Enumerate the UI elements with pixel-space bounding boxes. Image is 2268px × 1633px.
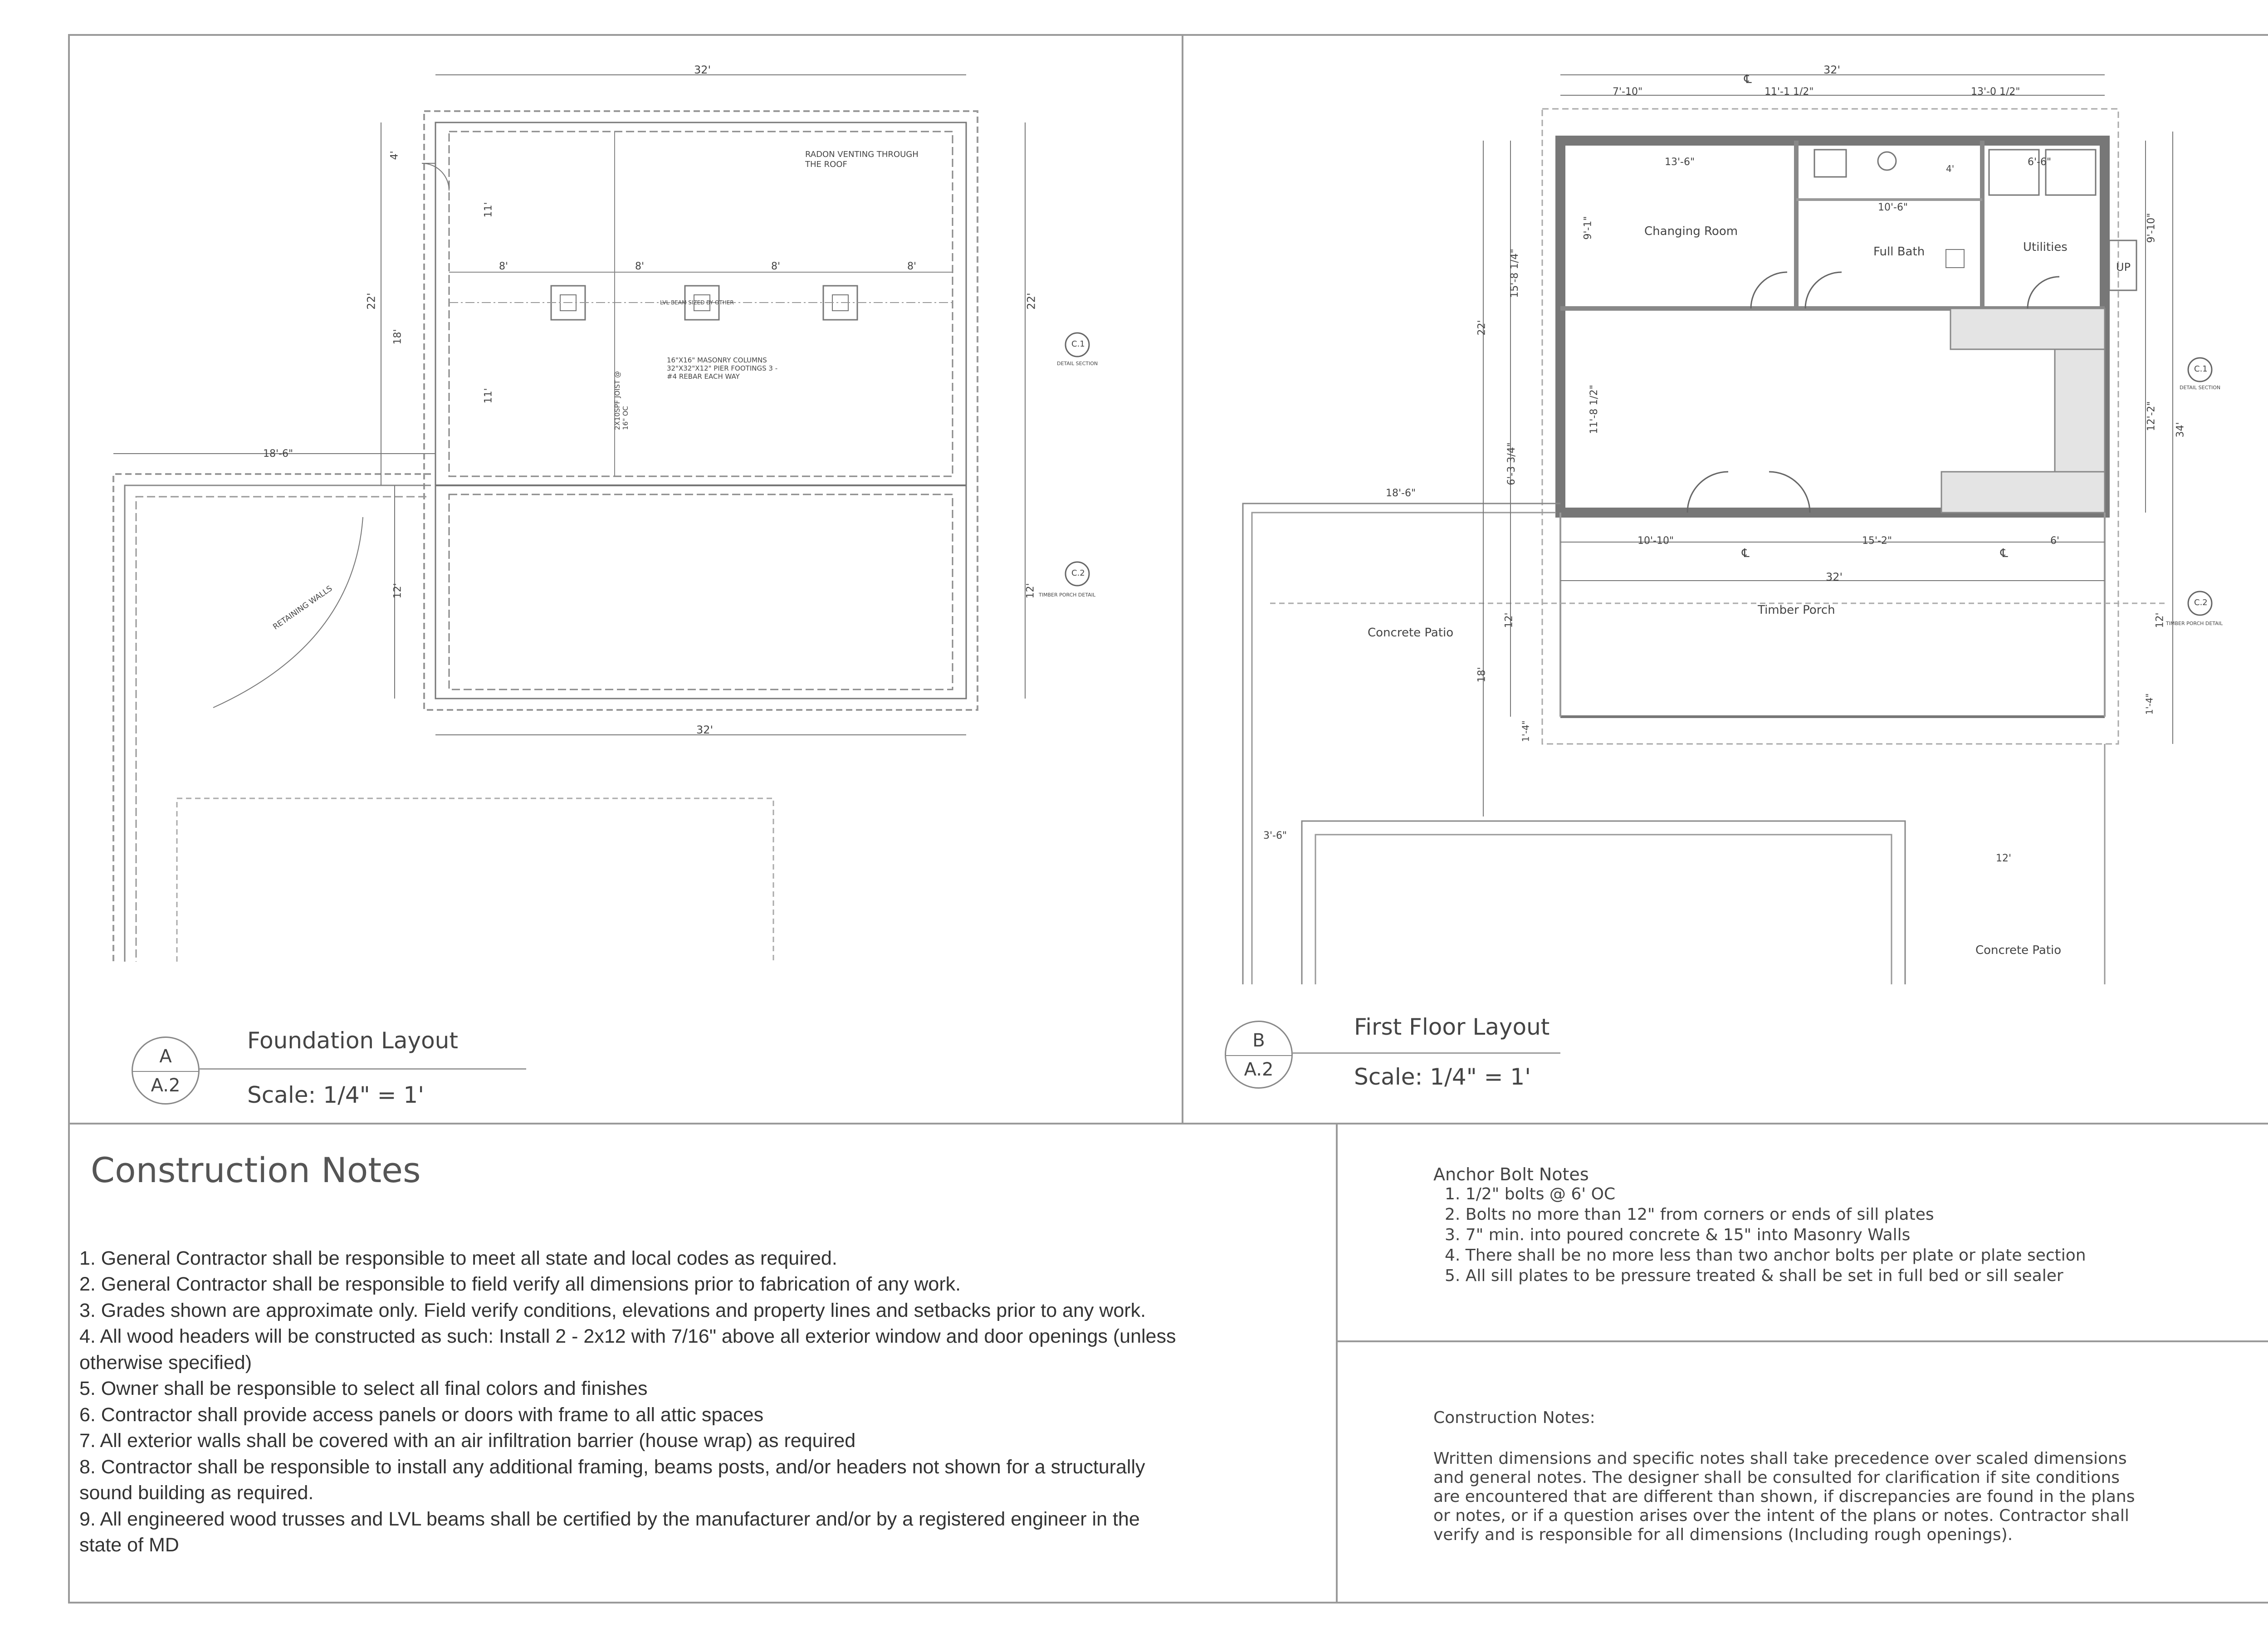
ff-dim-left-total: 22' (1476, 320, 1488, 336)
ff-dim-top-b: 11'-1 1/2" (1765, 86, 1814, 98)
ff-callout-c1: C.1 (2194, 364, 2208, 374)
ff-dim-top-a: 7'-10" (1613, 86, 1643, 98)
ff-dim-1-4b: 1'-4" (2144, 693, 2155, 715)
ff-cl-bottom-1: ℄ (1742, 547, 1750, 560)
fnd-dim-top: 32' (694, 64, 711, 76)
ff-dim-bottom-a: 10'-10" (1637, 535, 1674, 547)
anchor-note: 4. There shall be no more less than two anchor bolts per plate or plate section (1445, 1246, 2086, 1265)
ff-title-underline (1293, 1052, 1560, 1054)
fnd-callout-c2-label: TIMBER PORCH DETAIL (1039, 592, 1096, 598)
ff-room-changing: Changing Room (1644, 225, 1738, 238)
notes-divider-v (1336, 1123, 1338, 1604)
ff-room-bath: Full Bath (1873, 245, 1925, 259)
fnd-dim-8a: 8' (499, 261, 508, 272)
ff-dim-right-total: 34' (2175, 422, 2186, 438)
construction-note: 2. General Contractor shall be responsible to field verify all dimensions prior to fabrication of any work. (79, 1273, 961, 1295)
fnd-lvl-note: LVL BEAM SIZED BY OTHER (660, 299, 734, 306)
fnd-bubble-divider (133, 1071, 198, 1072)
ff-room-utilities: Utilities (2023, 240, 2068, 254)
fnd-dim-left-upper: 4' (389, 151, 401, 160)
construction-note: 5. Owner shall be responsible to select all final colors and finishes (79, 1378, 648, 1399)
construction-note: sound building as required. (79, 1482, 314, 1504)
ff-dim-patio-left: 18' (1476, 667, 1488, 683)
fnd-columns-note: 16"X16" MASONRY COLUMNS 32"X32"X12" PIER FOOTINGS 3 - #4 REBAR EACH WAY (667, 356, 778, 381)
ff-callout-c2: C.2 (2194, 598, 2208, 607)
anchor-divider-h (1336, 1340, 2268, 1342)
construction-note: 9. All engineered wood trusses and LVL beams shall be certified by the manufacturer and/or by a registered engineer in the (79, 1508, 1140, 1530)
ff-room-patio-left: Concrete Patio (1368, 626, 1454, 640)
ff-dim-bottom-total: 32' (1826, 571, 1843, 583)
fnd-dim-porch-right: 12' (1025, 583, 1036, 599)
ff-room-porch: Timber Porch (1758, 603, 1835, 617)
fnd-dim-right-total: 22' (1025, 293, 1038, 310)
ff-dim-bottom-b: 15'-2" (1862, 535, 1892, 547)
fnd-dim-left-mid: 18' (392, 329, 404, 345)
ff-callout-c1-label: DETAIL SECTION (2180, 385, 2221, 391)
anchor-note: 2. Bolts no more than 12" from corners or ends of sill plates (1445, 1205, 1934, 1224)
general-note-line: are encountered that are different than shown, if discrepancies are found in the plans (1433, 1487, 2135, 1506)
fnd-dim-8b: 8' (635, 261, 645, 272)
ff-room-patio-bottom: Concrete Patio (1975, 944, 2062, 957)
ff-bubble-divider (1226, 1055, 1291, 1056)
ff-callout-c2-label: TIMBER PORCH DETAIL (2166, 621, 2223, 626)
fnd-title: Foundation Layout (247, 1027, 458, 1054)
fnd-title-underline (200, 1068, 526, 1070)
fnd-dim-8c: 8' (771, 261, 781, 272)
fnd-retaining-note: RETAINING WALLS (271, 584, 334, 632)
fnd-joist-note: 2X10SPF JOIST @ 16" OC (613, 371, 630, 430)
fnd-radon-note: RADON VENTING THROUGH THE ROOF (805, 150, 919, 169)
construction-note: 4. All wood headers will be constructed as such: Install 2 - 2x12 with 7/16" above all exterior window and door openings (unless (79, 1325, 1176, 1347)
ff-dim-room-h: 9'-1" (1582, 216, 1594, 240)
ff-dim-closet-w: 4' (1946, 163, 1955, 174)
ff-dim-left-ext: 18'-6" (1386, 488, 1416, 499)
fnd-dim-8d: 8' (907, 261, 917, 272)
fnd-dim-bottom: 32' (696, 724, 714, 736)
ff-dim-porch-right: 12' (2154, 612, 2166, 628)
ff-dim-util-w: 6'-6" (2028, 156, 2052, 168)
general-note-line: or notes, or if a question arises over the intent of the plans or notes. Contractor shall (1433, 1506, 2129, 1525)
ff-dim-patio-12: 12' (1996, 853, 2012, 864)
fnd-dim-left-ext: 18'-6" (263, 448, 293, 460)
ff-view-bubble (1225, 1021, 1293, 1089)
fnd-dim-11a: 11' (483, 202, 494, 218)
ff-scale: Scale: 1/4" = 1' (1354, 1064, 1531, 1090)
fnd-dim-11b: 11' (483, 388, 494, 404)
anchor-note: 3. 7" min. into poured concrete & 15" into Masonry Walls (1445, 1226, 1911, 1244)
fnd-scale: Scale: 1/4" = 1' (247, 1082, 424, 1108)
ff-title: First Floor Layout (1354, 1014, 1550, 1040)
construction-notes-heading: Construction Notes (91, 1150, 421, 1190)
fnd-sheet-ref: A.2 (151, 1075, 181, 1096)
ff-cl-bottom-2: ℄ (2000, 547, 2008, 560)
ff-dim-right-top: 9'-10" (2146, 213, 2157, 243)
ff-sheet-ref: A.2 (1244, 1059, 1274, 1080)
ff-dim-bottom-c: 6' (2050, 535, 2060, 547)
general-note-line: Written dimensions and specific notes shall take precedence over scaled dimensions (1433, 1449, 2127, 1468)
ff-dim-changing-w: 13'-6" (1665, 156, 1695, 168)
ff-dim-patio-3-6: 3'-6" (1263, 830, 1287, 841)
anchor-note: 5. All sill plates to be pressure treated & shall be set in full bed or sill sealer (1445, 1266, 2063, 1285)
ff-dim-left-upper: 15'-8 1/4" (1509, 249, 1520, 298)
general-note-line: and general notes. The designer shall be consulted for clarification if site conditions (1433, 1468, 2120, 1487)
ff-view-letter: B (1252, 1030, 1265, 1051)
fnd-view-letter: A (159, 1046, 172, 1067)
ff-dim-top: 32' (1823, 64, 1841, 76)
ff-dim-1-4a: 1'-4" (1520, 720, 1531, 742)
construction-note: 7. All exterior walls shall be covered with an air infiltration barrier (house wrap) as required (79, 1430, 856, 1452)
fnd-callout-c2: C.2 (1071, 568, 1085, 578)
anchor-note: 1. 1/2" bolts @ 6' OC (1445, 1185, 1616, 1203)
ff-dim-top-c: 13'-0 1/2" (1971, 86, 2020, 98)
construction-note: otherwise specified) (79, 1352, 252, 1374)
construction-note: state of MD (79, 1534, 179, 1556)
ff-dim-left-lower: 6'-3 3/4" (1505, 442, 1517, 485)
fnd-dim-left-total: 22' (365, 293, 378, 310)
construction-note: 8. Contractor shall be responsible to install any additional framing, beams posts, and/or headers not shown for a structurally (79, 1456, 1145, 1478)
construction-note: 6. Contractor shall provide access panels or doors with frame to all attic spaces (79, 1404, 764, 1426)
fnd-callout-c1-label: DETAIL SECTION (1057, 361, 1098, 367)
fnd-view-bubble (132, 1037, 200, 1105)
notes-divider-h (68, 1123, 2268, 1125)
ff-dim-main-h: 11'-8 1/2" (1588, 385, 1600, 434)
ff-dim-bath-w: 10'-6" (1878, 202, 1908, 213)
ff-dim-porch-left: 12' (1503, 612, 1515, 628)
general-notes-heading: Construction Notes: (1433, 1408, 1595, 1427)
fnd-dim-porch-left: 12' (392, 583, 404, 599)
ff-dim-right-mid: 12'-2" (2146, 401, 2157, 431)
ff-cl-top: ℄ (1744, 73, 1752, 86)
construction-note: 1. General Contractor shall be responsible to meet all state and local codes as required. (79, 1247, 837, 1269)
ff-room-up: UP (2116, 261, 2131, 274)
construction-note: 3. Grades shown are approximate only. Field verify conditions, elevations and property lines and setbacks prior to any work. (79, 1300, 1146, 1321)
general-note-line: verify and is responsible for all dimensions (Including rough openings). (1433, 1525, 2013, 1544)
fnd-callout-c1: C.1 (1071, 339, 1085, 349)
anchor-notes-heading: Anchor Bolt Notes (1433, 1164, 1589, 1184)
